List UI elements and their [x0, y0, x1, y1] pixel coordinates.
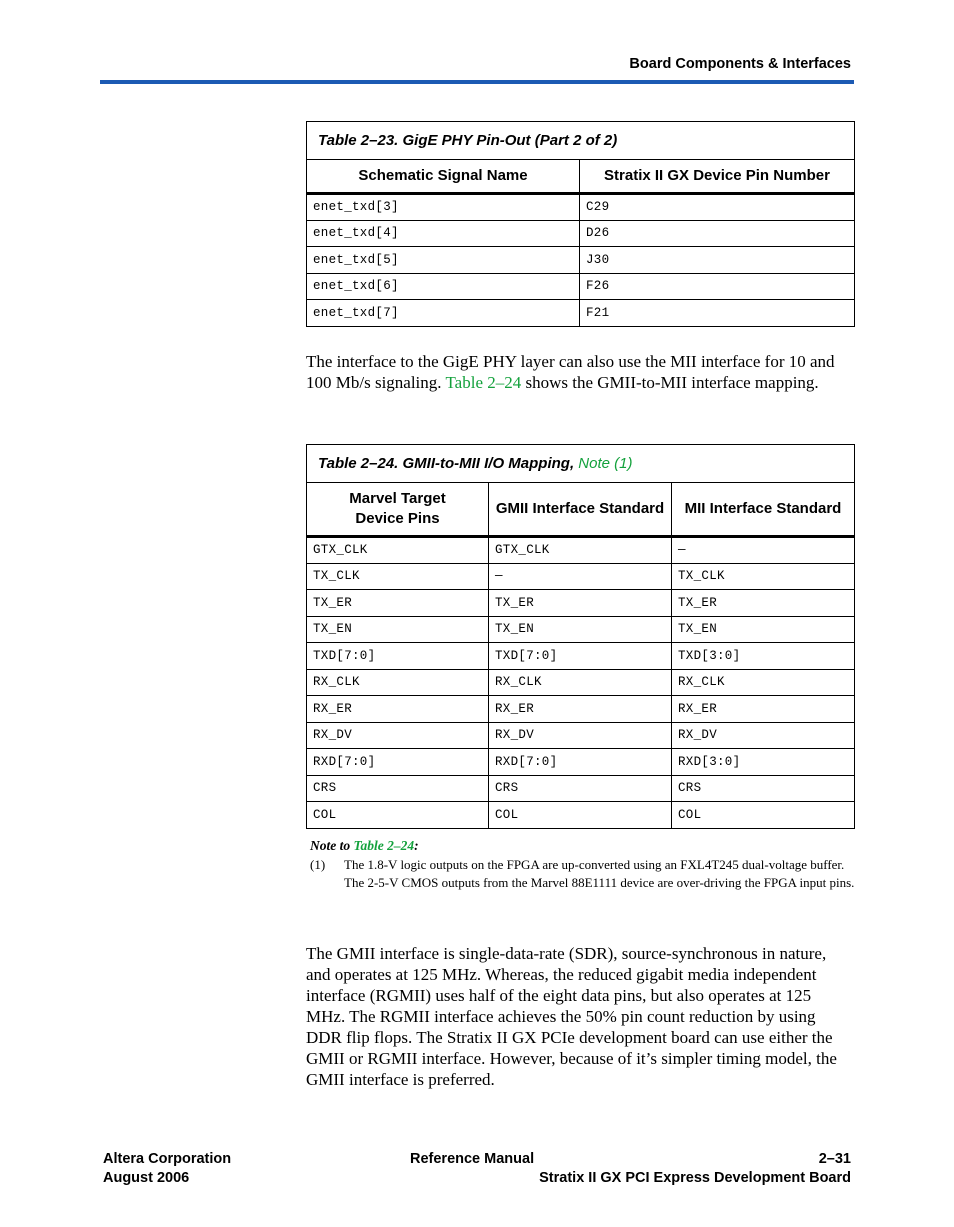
column-header: MII Interface Standard [672, 483, 855, 537]
table-row [307, 300, 855, 327]
table-reference-link[interactable]: Table 2–24 [445, 373, 522, 392]
table-gmii-to-mii-mapping [306, 444, 855, 829]
table-row [307, 749, 855, 776]
notes-table-link[interactable]: Table 2–24 [353, 838, 415, 853]
table-cell: GTX_CLK [489, 537, 672, 564]
table-cell: RX_CLK [307, 669, 489, 696]
table-cell: enet_txd[7] [307, 300, 580, 327]
table-cell: COL [672, 802, 855, 829]
paragraph-text: The interface to the GigE PHY layer can also use the MII interface for 10 and 100 Mb/s signaling. [306, 352, 835, 392]
table-cell: CRS [672, 775, 855, 802]
table-cell: F21 [580, 300, 855, 327]
table-cell: RX_DV [307, 722, 489, 749]
table-cell: COL [489, 802, 672, 829]
table-row [307, 590, 855, 617]
caption-note-link[interactable]: Note (1) [578, 455, 633, 472]
caption-text: Table 2–24. GMII-to-MII I/O Mapping, [318, 455, 579, 472]
body-paragraph [306, 351, 854, 393]
table-cell: RX_CLK [489, 669, 672, 696]
table-cell: enet_txd[3] [307, 194, 580, 221]
body-paragraph: The GMII interface is single-data-rate (SDR), source-synchronous in nature, and operates at 125 MHz. Whereas, the reduced gigabit media independent interface (RGMII) uses half of the eight data pins, but also operates at 125 MHz. The RGMII interface achieves the 50% pin count reduction by using DDR flip flops. The Stratix II GX PCIe development board can use either the GMII or RGMII interface. However, because of it’s simpler timing model, the GMII interface is preferred. [306, 944, 837, 1089]
table-cell: RXD[3:0] [672, 749, 855, 776]
table-row [307, 696, 855, 723]
table-cell: GTX_CLK [307, 537, 489, 564]
table-cell: C29 [580, 194, 855, 221]
table-cell: TX_EN [307, 616, 489, 643]
table-cell: RX_CLK [672, 669, 855, 696]
table-cell: TX_ER [489, 590, 672, 617]
column-header [307, 483, 489, 537]
table-cell: TXD[3:0] [672, 643, 855, 670]
table-cell: COL [307, 802, 489, 829]
page-header-title: Board Components & Interfaces [629, 56, 851, 72]
table-row [307, 220, 855, 247]
table-cell: TX_CLK [307, 563, 489, 590]
column-header: Stratix II GX Device Pin Number [580, 160, 855, 194]
footer-left [103, 1150, 231, 1188]
table-cell: RX_DV [489, 722, 672, 749]
table-cell: RX_ER [489, 696, 672, 723]
note-text: The 1.8-V logic outputs on the FPGA are up-converted using an FXL4T245 dual-voltage buffer. The 2-5-V CMOS outputs from the Marvel 88E1111 device are over-driving the FPGA input pins. [344, 857, 855, 890]
table-row [307, 802, 855, 829]
table-cell: CRS [307, 775, 489, 802]
table-cell: TX_EN [489, 616, 672, 643]
table-body [307, 194, 855, 327]
table-row [307, 273, 855, 300]
table-cell: enet_txd[4] [307, 220, 580, 247]
table-cell: RX_ER [672, 696, 855, 723]
table-row [307, 194, 855, 221]
table-row [307, 775, 855, 802]
column-header-label: Marvel Target Device Pins [349, 490, 446, 527]
table-row [307, 643, 855, 670]
table-row [307, 537, 855, 564]
table-gige-phy-pinout [306, 121, 855, 327]
table-cell: RX_ER [307, 696, 489, 723]
table-body [307, 537, 855, 829]
table-cell: TXD[7:0] [307, 643, 489, 670]
column-header: GMII Interface Standard [489, 483, 672, 537]
table-row [307, 247, 855, 274]
table-row [307, 563, 855, 590]
table-cell: CRS [489, 775, 672, 802]
table-cell: enet_txd[5] [307, 247, 580, 274]
notes-title [310, 838, 855, 854]
note-number: (1) [310, 857, 326, 872]
table-cell: F26 [580, 273, 855, 300]
paragraph-text: shows the GMII-to-MII interface mapping. [521, 373, 819, 392]
table-caption: Table 2–23. GigE PHY Pin-Out (Part 2 of 2) [307, 122, 855, 160]
table-cell: — [672, 537, 855, 564]
table-notes [310, 838, 855, 892]
table-cell: J30 [580, 247, 855, 274]
table-cell: TX_EN [672, 616, 855, 643]
notes-title-suffix: : [414, 838, 419, 853]
table-row [307, 722, 855, 749]
column-header: Schematic Signal Name [307, 160, 580, 194]
footer-page-number: 2–31 [818, 1151, 851, 1167]
table-cell: RXD[7:0] [307, 749, 489, 776]
footer-company: Altera Corporation [103, 1151, 232, 1167]
notes-title-prefix: Note to [310, 838, 354, 853]
table-row [307, 669, 855, 696]
header-rule [100, 80, 854, 84]
table-cell: TX_ER [672, 590, 855, 617]
footer-date: August 2006 [103, 1170, 190, 1186]
footer-board-name: Stratix II GX PCI Express Development Board [539, 1170, 851, 1186]
table-row [307, 616, 855, 643]
table-caption [307, 445, 855, 483]
table-cell: — [489, 563, 672, 590]
table-cell: RXD[7:0] [489, 749, 672, 776]
note-item [310, 856, 855, 892]
footer-right [539, 1150, 851, 1188]
table-cell: RX_DV [672, 722, 855, 749]
footer-manual: Reference Manual [410, 1151, 535, 1167]
table-cell: TX_ER [307, 590, 489, 617]
table-cell: TXD[7:0] [489, 643, 672, 670]
table-cell: D26 [580, 220, 855, 247]
table-cell: TX_CLK [672, 563, 855, 590]
table-cell: enet_txd[6] [307, 273, 580, 300]
